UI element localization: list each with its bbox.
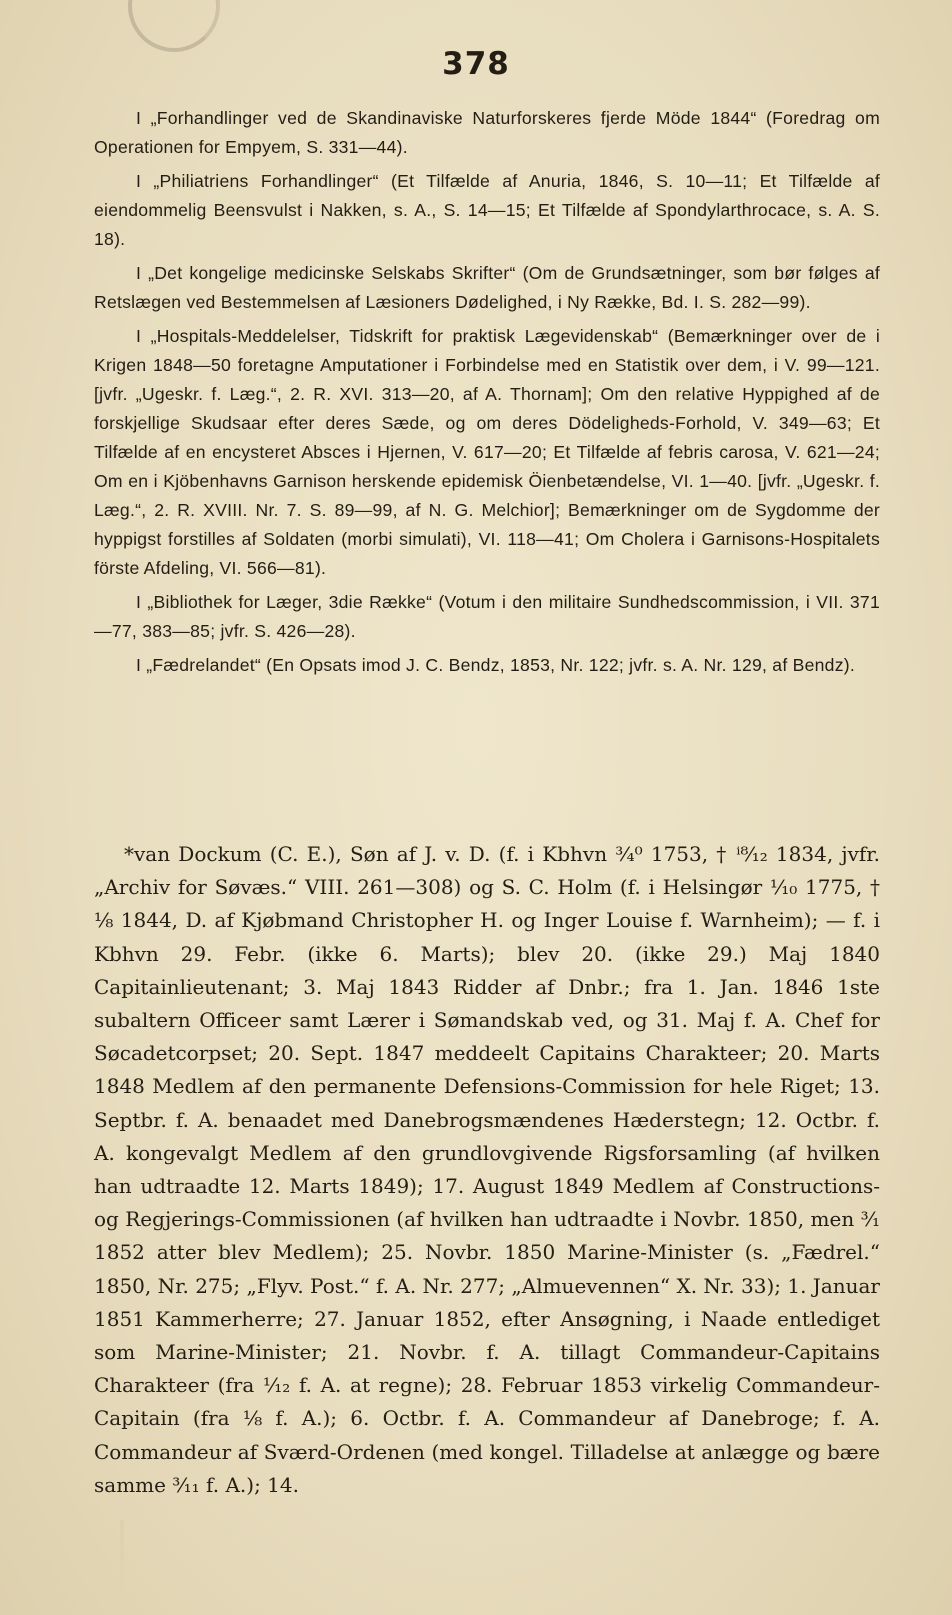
entry-faedrelandet: I „Fædrelandet“ (En Opsats imod J. C. Bendz, 1853, Nr. 122; jvfr. s. A. Nr. 129, af Bendz).: [136, 655, 855, 675]
entry-medicinske-selskab: I „Det kongelige medicinske Selskabs Skrifter“ (Om de Grundsætninger, som bør følges af Retslægen ved Bestemmelsen af Læsioners Dødelighed, i Ny Række, Bd. I. S. 282—99).: [94, 263, 880, 312]
paper-stain: [120, 1520, 124, 1610]
biography-entry: [94, 838, 880, 1502]
corner-stamp-mark: [128, 0, 220, 52]
entry-hospitals-meddelelser: I „Hospitals-Meddelelser, Tidskrift for praktisk Lægevidenskab“ (Bemærkninger over de i Krigen 1848—50 foretagne Amputationer i Forbindelse med en Statistik over dem, i V. 99—121. [jvfr. „Ugeskr. f. Læg.“, 2. R. XVI. 313—20, af A. Thornam]; Om den relative Hyppighed af de forskjellige Skudsaar efter deres Sæde, og om deres Dödeligheds-Forhold, V. 349—63; Et Tilfælde af en encysteret Absces i Hjernen, V. 617—20; Et Tilfælde af febris carosa, V. 621—24; Om en i Kjöbenhavns Garnison herskende epidemisk Öienbetændelse, VI. 1—40. [jvfr. „Ugeskr. f. Læg.“, 2. R. XVIII. Nr. 7. S. 89—99, af N. G. Melchior]; Bemærkninger om de Sygdomme der hyppigst forstilles af Soldaten (morbi simulati), VI. 118—41; Om Cholera i Garnisons-Hospitalets förste Afdeling, VI. 566—81).: [94, 326, 880, 578]
entry-bibliothek: I „Bibliothek for Læger, 3die Række“ (Votum i den militaire Sundhedscommission, i VII. 371—77, 383—85; jvfr. S. 426—28).: [94, 592, 880, 641]
biography-van-dockum: *van Dockum (C. E.), Søn af J. v. D. (f. i Kbhvn ¾⁰ 1753, † ⁱ⁸⁄₁₂ 1834, jvfr. „Archiv for Søvæs.“ VIII. 261—308) og S. C. Holm (f. i Helsingør ¹⁄₁₀ 1775, † ⅛ 1844, D. af Kjøbmand Christopher H. og Inger Louise f. Warnheim); — f. i Kbhvn 29. Febr. (ikke 6. Marts); blev 20. (ikke 29.) Maj 1840 Capitainlieutenant; 3. Maj 1843 Ridder af Dnbr.; fra 1. Jan. 1846 1ste subaltern Officeer samt Lærer i Sømandskab ved, og 31. Maj f. A. Chef for Søcadetcorpset; 20. Sept. 1847 meddeelt Capitains Charakteer; 20. Marts 1848 Medlem af den permanente Defensions-Commission for hele Riget; 13. Septbr. f. A. benaadet med Danebrogsmændenes Hæderstegn; 12. Octbr. f. A. kongevalgt Medlem af den grundlovgivende Rigsforsamling (af hvilken han udtraadte 12. Marts 1849); 17. August 1849 Medlem af Constructions- og Regjerings-Commissionen (af hvilken han udtraadte i Novbr. 1850, men ³⁄₁ 1852 atter blev Medlem); 25. Novbr. 1850 Marine-Minister (s. „Fædrel.“ 1850, Nr. 275; „Flyv. Post.“ f. A. Nr. 277; „Almuevennen“ X. Nr. 33); 1. Januar 1851 Kammerherre; 27. Januar 1852, efter Ansøgning, i Naade entlediget som Marine-Minister; 21. Novbr. f. A. tillagt Commandeur-Capitains Charakteer (fra ¹⁄₁₂ f. A. at regne); 28. Februar 1853 virkelig Commandeur-Capitain (fra ⅛ f. A.); 6. Octbr. f. A. Commandeur af Danebroge; f. A. Commandeur af Sværd-Ordenen (med kongel. Tilladelse at anlægge og bære samme ³⁄₁₁ f. A.); 14.: [94, 842, 880, 1497]
page-number: 378: [442, 46, 510, 82]
entry-forhandlinger: I „Forhandlinger ved de Skandinaviske Naturforskeres fjerde Möde 1844“ (Foredrag om Operationen for Empyem, S. 331—44).: [94, 108, 880, 157]
bibliography-entries: [94, 104, 880, 685]
entry-philiatriens: I „Philiatriens Forhandlinger“ (Et Tilfælde af Anuria, 1846, S. 10—11; Et Tilfælde af eiendommelig Beensvulst i Nakken, s. A., S. 14—15; Et Tilfælde af Spondylarthrocace, s. A. S. 18).: [94, 171, 880, 249]
